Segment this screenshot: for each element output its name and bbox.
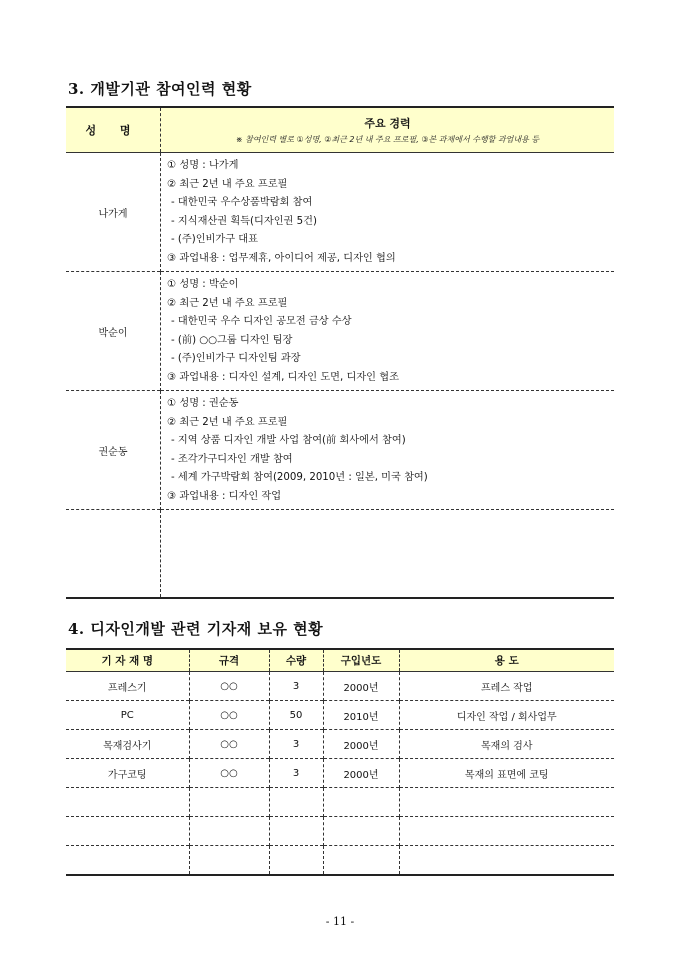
profile-line: - 지역 상품 디자인 개발 사업 참여(前 회사에서 참여) bbox=[171, 435, 406, 446]
empty-cell bbox=[66, 788, 189, 817]
participant-profile bbox=[161, 272, 615, 391]
equipment-qty: 3 bbox=[269, 672, 323, 701]
section-4-title: 4. 디자인개발 관련 기자재 보유 현황 bbox=[68, 620, 324, 638]
profile-line: ② 최근 2년 내 주요 프로필 bbox=[167, 297, 288, 309]
table-row bbox=[66, 730, 614, 759]
table-row-empty bbox=[66, 788, 614, 817]
empty-cell bbox=[399, 846, 614, 876]
participant-row bbox=[66, 272, 614, 391]
empty-cell bbox=[323, 846, 399, 876]
participants-header-row bbox=[66, 107, 614, 153]
equipment-qty: 3 bbox=[269, 730, 323, 759]
empty-cell bbox=[66, 817, 189, 846]
empty-cell bbox=[399, 788, 614, 817]
profile-line: - (주)인비가구 디자인팀 과장 bbox=[171, 353, 301, 364]
equipment-use: 목재의 표면에 코팅 bbox=[399, 759, 614, 788]
empty-cell bbox=[269, 817, 323, 846]
profile-line: - (주)인비가구 대표 bbox=[171, 234, 258, 245]
profile-line: ① 성명 : 박순이 bbox=[167, 279, 239, 290]
table-row bbox=[66, 759, 614, 788]
participant-row-empty bbox=[66, 510, 614, 598]
equipment-spec: ○○ bbox=[189, 730, 269, 759]
equipment-year: 2010년 bbox=[323, 701, 399, 730]
empty-cell bbox=[66, 510, 161, 598]
equipment-qty: 3 bbox=[269, 759, 323, 788]
equipment-name: 목재검사기 bbox=[66, 730, 189, 759]
participant-profile bbox=[161, 153, 615, 272]
equipment-year: 2000년 bbox=[323, 759, 399, 788]
profile-line: ③ 과업내용 : 업무제휴, 아이디어 제공, 디자인 협의 bbox=[167, 252, 396, 264]
header-name-cell bbox=[66, 107, 161, 153]
table-row bbox=[66, 672, 614, 701]
participant-row bbox=[66, 153, 614, 272]
empty-cell bbox=[189, 846, 269, 876]
equipment-year: 2000년 bbox=[323, 730, 399, 759]
empty-cell bbox=[323, 817, 399, 846]
header-note: ※ 참여인력 별로 ①성명, ②최근 2년 내 주요 프로필, ③본 과제에서 수행할 과업내용 등 bbox=[235, 135, 540, 144]
profile-line: ③ 과업내용 : 디자인 작업 bbox=[167, 490, 282, 502]
empty-cell bbox=[66, 846, 189, 876]
participant-row bbox=[66, 391, 614, 510]
equipment-use: 디자인 작업 / 회사업무 bbox=[399, 701, 614, 730]
participant-profile bbox=[161, 391, 615, 510]
equipment-spec: ○○ bbox=[189, 701, 269, 730]
equipment-name: 가구코팅 bbox=[66, 759, 189, 788]
equipment-name: 프레스기 bbox=[66, 672, 189, 701]
profile-line: - 대한민국 우수상품박람회 참여 bbox=[171, 197, 313, 208]
table-row-empty bbox=[66, 846, 614, 876]
equipment-qty: 50 bbox=[269, 701, 323, 730]
equipment-use: 프레스 작업 bbox=[399, 672, 614, 701]
empty-cell bbox=[399, 817, 614, 846]
column-header: 용 도 bbox=[399, 649, 614, 672]
header-career-cell bbox=[161, 107, 615, 153]
profile-line: - (前) ○○그룹 디자인 팀장 bbox=[171, 334, 293, 346]
header-career: 주요 경력 bbox=[364, 117, 411, 130]
profile-line: ① 성명 : 나가게 bbox=[167, 160, 239, 171]
column-header: 규격 bbox=[189, 649, 269, 672]
empty-cell bbox=[323, 788, 399, 817]
header-name: 성 명 bbox=[85, 124, 141, 137]
equipment-spec: ○○ bbox=[189, 672, 269, 701]
participant-name: 나가게 bbox=[66, 153, 161, 272]
participant-name: 박순이 bbox=[66, 272, 161, 391]
profile-line: - 지식재산권 획득(디자인권 5건) bbox=[171, 215, 317, 227]
participants-table bbox=[66, 106, 614, 599]
page-number: - 11 - bbox=[325, 915, 355, 928]
equipment-table bbox=[66, 648, 614, 876]
section-3-title: 3. 개발기관 참여인력 현황 bbox=[68, 80, 252, 98]
equipment-spec: ○○ bbox=[189, 759, 269, 788]
column-header: 수량 bbox=[269, 649, 323, 672]
empty-cell bbox=[161, 510, 615, 598]
participant-name: 권순동 bbox=[66, 391, 161, 510]
column-header: 기 자 재 명 bbox=[66, 649, 189, 672]
profile-line: ③ 과업내용 : 디자인 설계, 디자인 도면, 디자인 협조 bbox=[167, 371, 399, 383]
profile-line: - 조각가구디자인 개발 참여 bbox=[171, 453, 293, 465]
empty-cell bbox=[189, 788, 269, 817]
equipment-name: PC bbox=[66, 701, 189, 730]
equipment-year: 2000년 bbox=[323, 672, 399, 701]
profile-line: ② 최근 2년 내 주요 프로필 bbox=[167, 416, 288, 428]
equipment-use: 목재의 검사 bbox=[399, 730, 614, 759]
table-row-empty bbox=[66, 817, 614, 846]
empty-cell bbox=[269, 788, 323, 817]
column-header: 구입년도 bbox=[323, 649, 399, 672]
profile-line: - 세계 가구박람회 참여(2009, 2010년 : 일본, 미국 참여) bbox=[171, 472, 428, 483]
equipment-header-row bbox=[66, 649, 614, 672]
empty-cell bbox=[269, 846, 323, 876]
profile-line: - 대한민국 우수 디자인 공모전 금상 수상 bbox=[171, 316, 352, 327]
empty-cell bbox=[189, 817, 269, 846]
profile-line: ② 최근 2년 내 주요 프로필 bbox=[167, 178, 288, 190]
table-row bbox=[66, 701, 614, 730]
profile-line: ① 성명 : 권순동 bbox=[167, 398, 239, 409]
